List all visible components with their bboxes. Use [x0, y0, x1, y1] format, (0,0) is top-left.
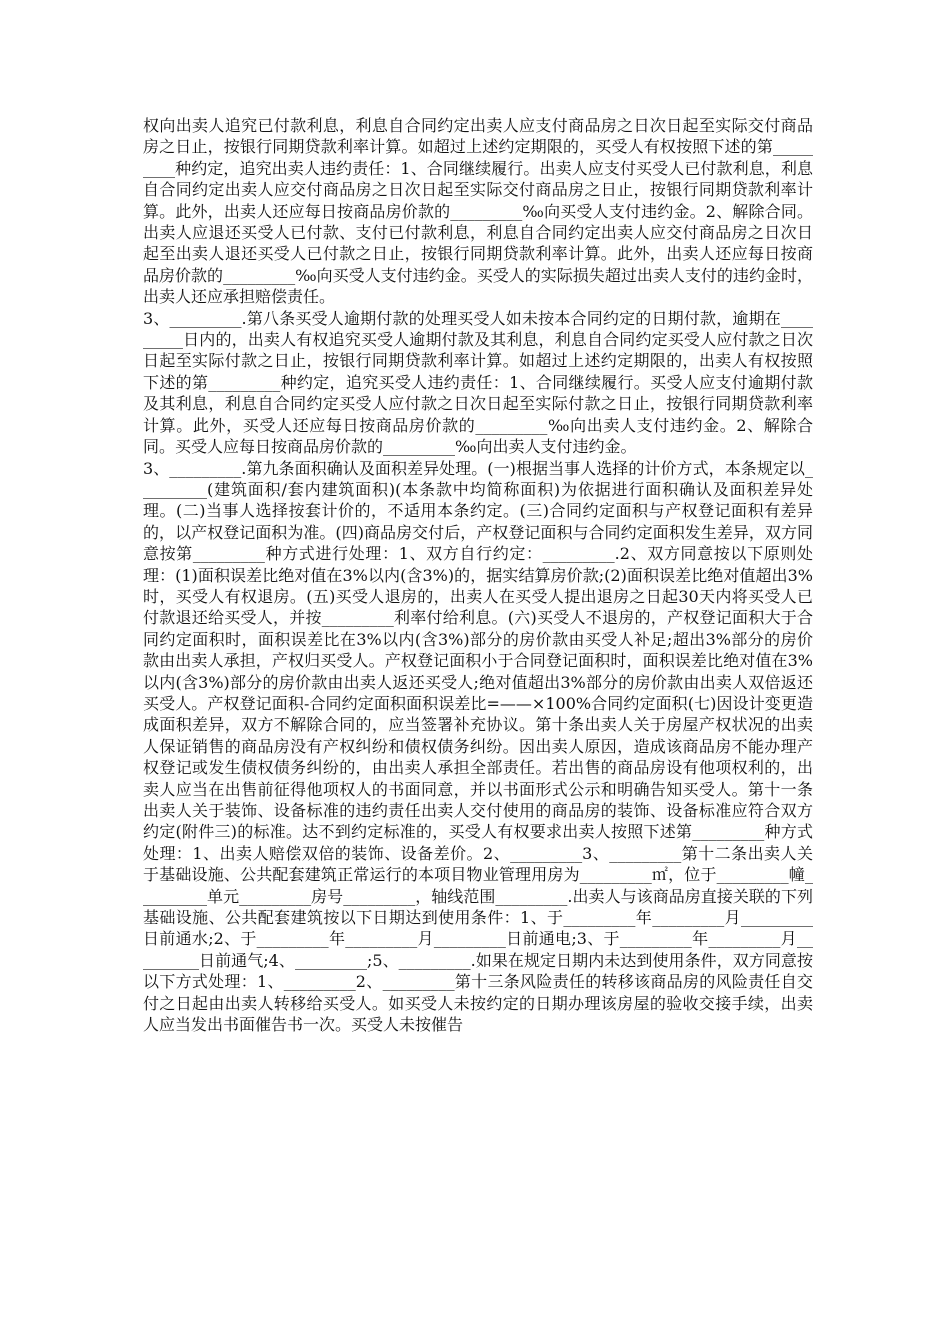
contract-paragraph-area-difference: 3、_________.第九条面积确认及面积差异处理。(一)根据当事人选择的计价方式，本条规定以_________(建筑面积/套内建筑面积)(本条款中均简称面积)为依据进行面积确认及面积差异处理。(二)当事人选择按套计价的，不适用本条约定。(三)合同约定面积与产权登记面积有差异的，以产权登记面积为准。(四)商品房交付后，产权登记面积与合同约定面积发生差异，双方同意按第_________种方式进行处理：1、双方自行约定：_________.2、双方同意按以下原则处理：(1)面积误差比绝对值在3%以内(含3%)的，据实结算房价款;(2)面积误差比绝对值超出3%时，买受人有权退房。(五)买受人退房的，出卖人在买受人提出退房之日起30天内将买受人已付款退还给买受人，并按_________利率付给利息。(六)买受人不退房的，产权登记面积大于合同约定面积时，面积误差比在3%以内(含3%)部分的房价款由买受人补足;超出3%部分的房价款由出卖人承担，产权归买受人。产权登记面积小于合同登记面积时，面积误差比绝对值在3%以内(含3%)部分的房价款由出卖人返还买受人;绝对值超出3%部分的房价款由出卖人双倍返还买受人。产权登记面积-合同约定面积面积误差比=——×100%合同约定面积(七)因设计变更造成面积差异，双方不解除合同的，应当签署补充协议。第十条出卖人关于房屋产权状况的出卖人保证销售的商品房没有产权纠纷和债权债务纠纷。因出卖人原因，造成该商品房不能办理产权登记或发生债权债务纠纷的，由出卖人承担全部责任。若出售的商品房设有他项权利的，出卖人应当在出售前征得他项权人的书面同意，并以书面形式公示和明确告知买受人。第十一条出卖人关于装饰、设备标准的违约责任出卖人交付使用的商品房的装饰、设备标准应符合双方约定(附件三)的标准。达不到约定标准的，买受人有权要求出卖人按照下述第_________种方式处理：1、出卖人赔偿双倍的装饰、设备差价。2、_________3、_________第十二条出卖人关于基础设施、公共配套建筑正常运行的本项目物业管理用房为_________㎡，位于_________幢_________单元_________房号_________，轴线范围_________.出卖人与该商品房直接关联的下列基础设施、公共配套建筑按以下日期达到使用条件：1、于_________年_________月_________日前通水;2、于_________年_________月_________日前通电;3、于_________年_________月_________日前通气;4、_________;5、_________.如果在规定日期内未达到使用条件，双方同意按以下方式处理：1、_________2、_________第十三条风险责任的转移该商品房的风险责任自交付之日起由出卖人转移给买受人。如买受人未按约定的日期办理该房屋的验收交接手续，出卖人应当发出书面催告书一次。买受人未按催告 — [143, 458, 813, 1035]
contract-text-body — [143, 115, 813, 1035]
contract-paragraph-late-delivery: 权向出卖人追究已付款利息，利息自合同约定出卖人应支付商品房之日次日起至实际交付商品房之日止，按银行同期贷款利率计算。如超过上述约定期限的，买受人有权按照下述的第_________种约定，追究出卖人违约责任：1、合同继续履行。出卖人应支付买受人已付款利息，利息自合同约定出卖人应交付商品房之日次日起至实际交付商品房之日止，按银行同期贷款利率计算。此外，出卖人还应每日按商品房价款的_________‰向买受人支付违约金。2、解除合同。出卖人应退还买受人已付款、支付已付款利息，利息自合同约定出卖人应交付商品房之日次日起至出卖人退还买受人已付款之日止，按银行同期贷款利率计算。此外，出卖人还应每日按商品房价款的_________‰向买受人支付违约金。买受人的实际损失超过出卖人支付的违约金时，出卖人还应承担赔偿责任。 — [143, 116, 813, 307]
contract-paragraph-late-payment: 3、_________.第八条买受人逾期付款的处理买受人如未按本合同约定的日期付款，逾期在_________日内的，出卖人有权追究买受人逾期付款及其利息，利息自合同约定买受人应付款之日次日起至实际付款之日止，按银行同期贷款利率计算。如超过上述约定期限的，出卖人有权按照下述的第_________种约定，追究买受人违约责任：1、合同继续履行。买受人应支付逾期付款及其利息，利息自合同约定买受人应付款之日次日起至实际付款之日止，按银行同期贷款利率计算。此外，买受人还应每日按商品房价款的_________‰向出卖人支付违约金。2、解除合同。买受人应每日按商品房价款的_________‰向出卖人支付违约金。 — [143, 308, 813, 457]
